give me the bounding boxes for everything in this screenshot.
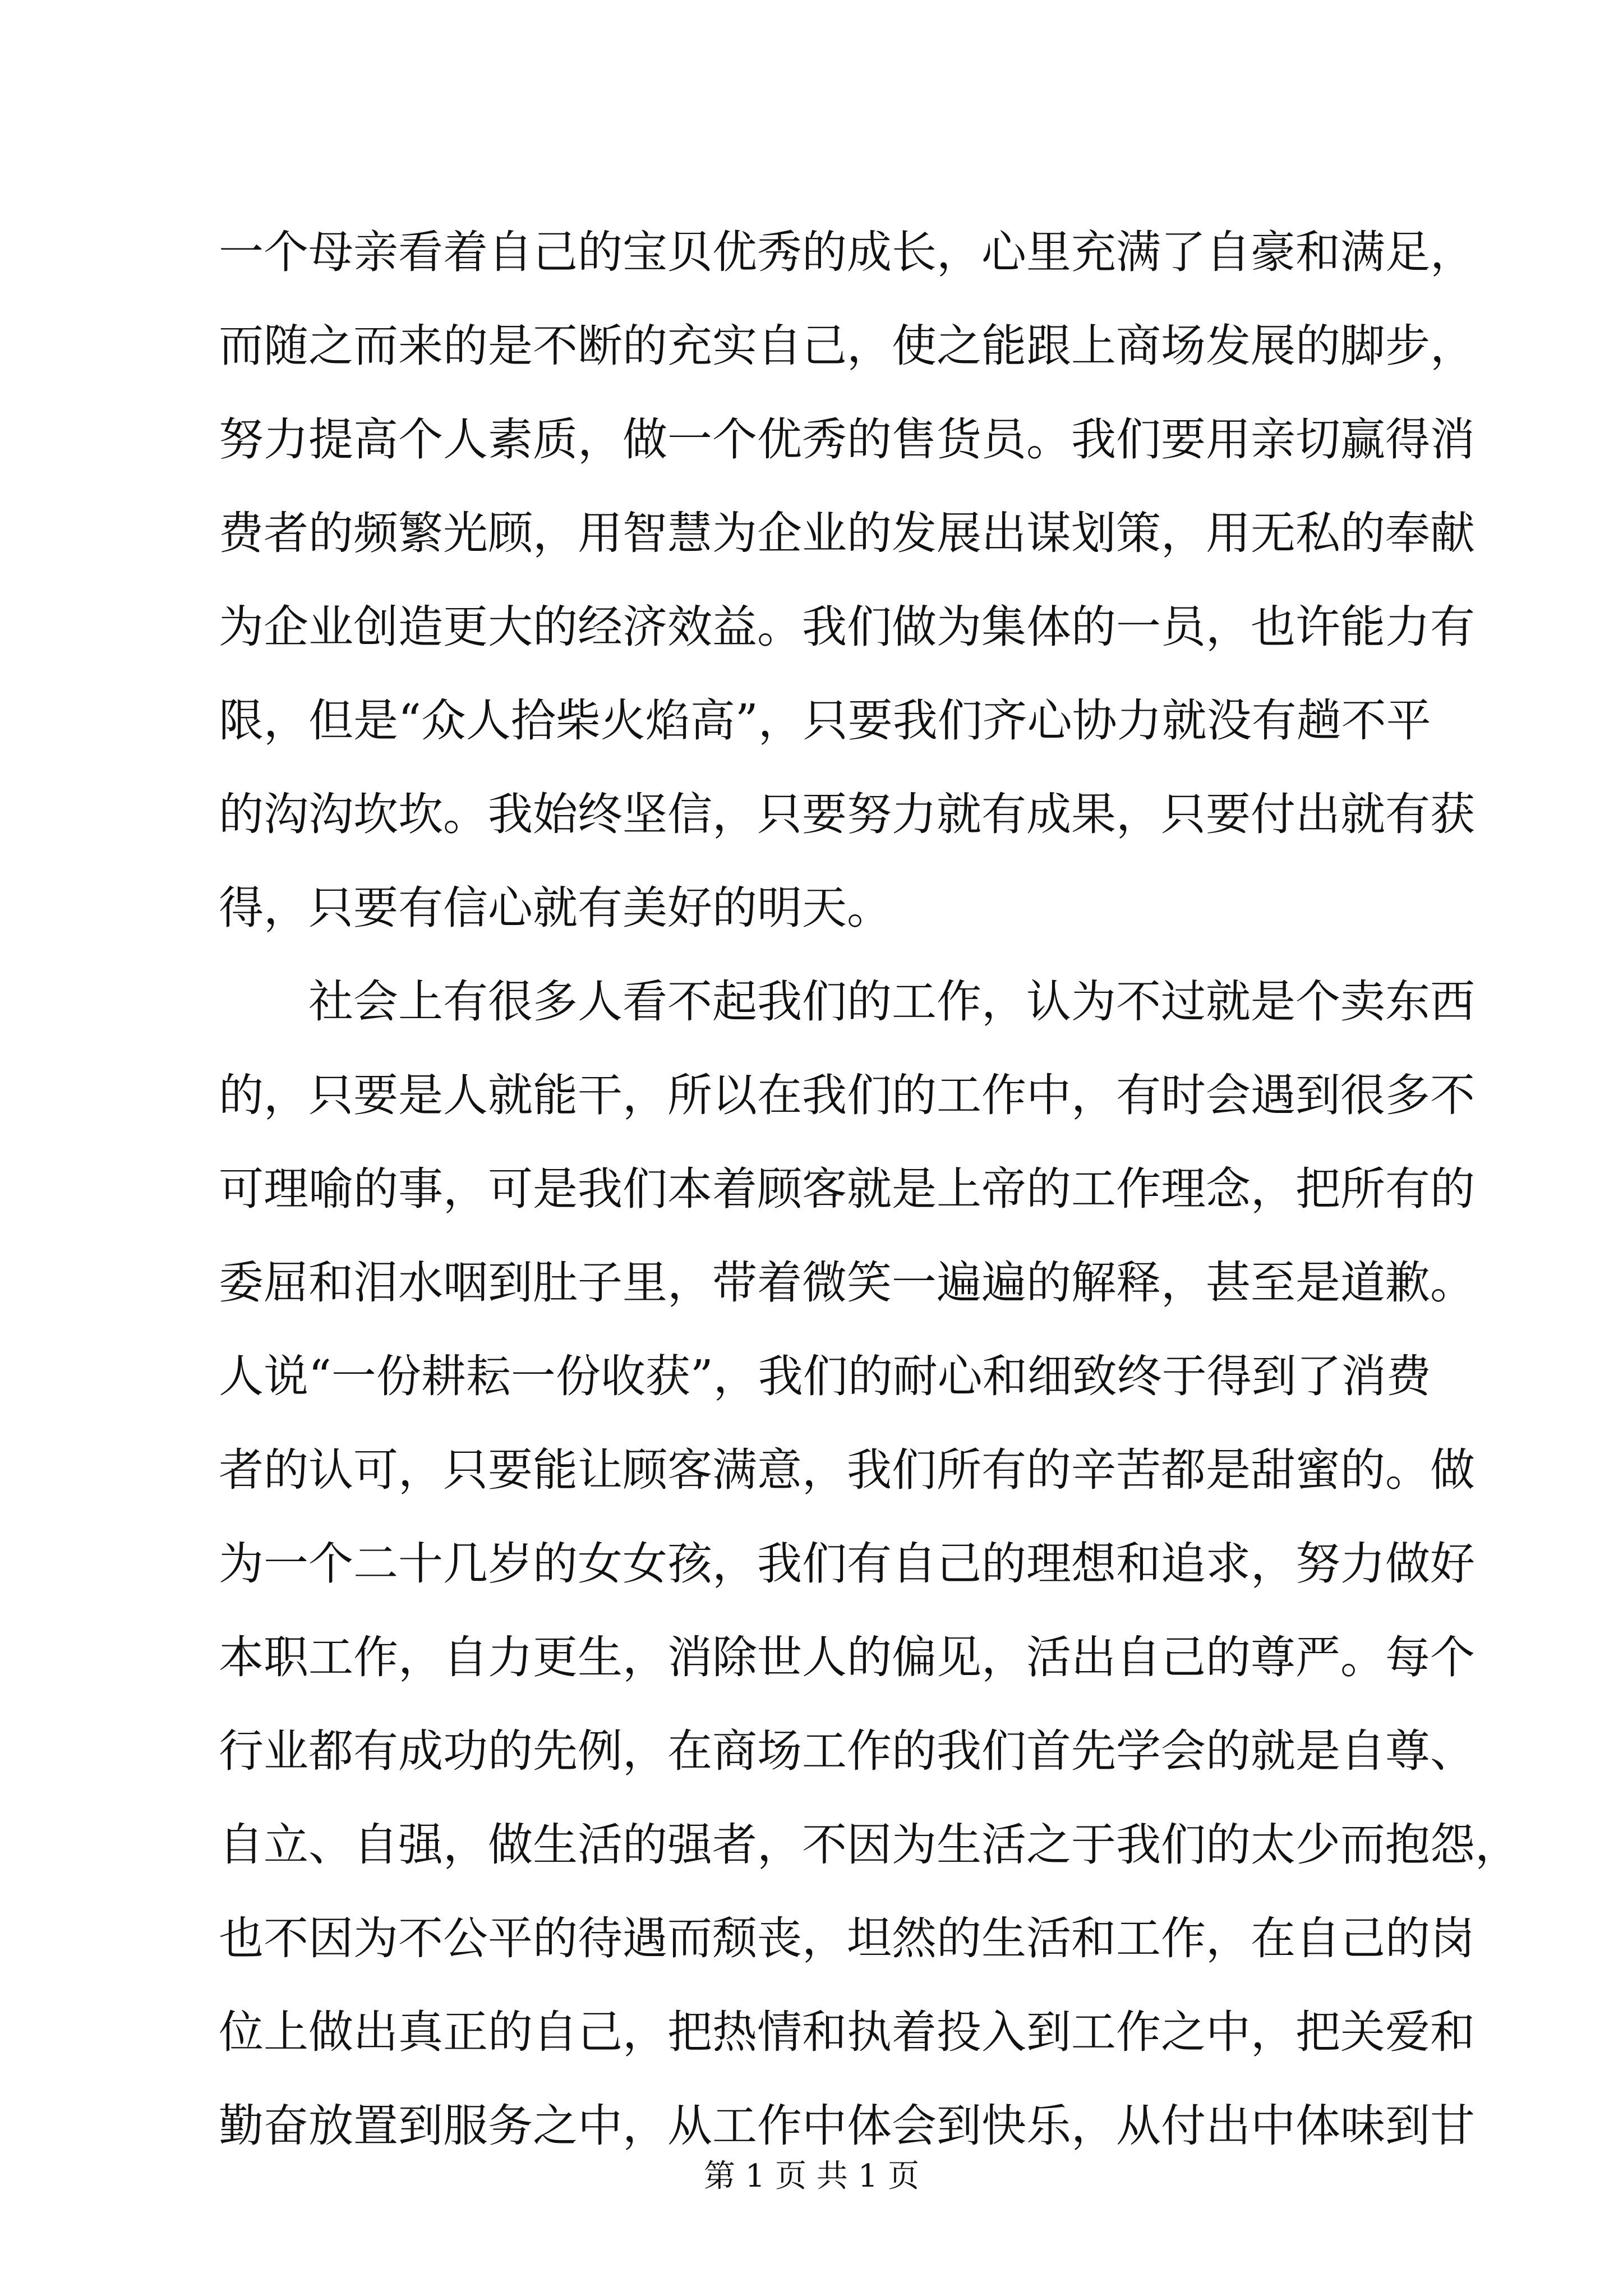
text-line: 可理喻的事，可是我们本着顾客就是上帝的工作理念，把所有的 <box>219 1163 1475 1215</box>
text-line: 为企业创造更大的经济效益。我们做为集体的一员，也许能力有 <box>219 601 1475 653</box>
text-line: 为一个二十几岁的女女孩，我们有自己的理想和追求，努力做好 <box>219 1538 1475 1590</box>
text-line: 限，但是“众人拾柴火焰高”，只要我们齐心协力就没有趟不平 <box>219 694 1431 747</box>
text-line: 位上做出真正的自己，把热情和执着投入到工作之中，把关爱和 <box>219 2006 1475 2058</box>
text-line: 努力提高个人素质，做一个优秀的售货员。我们要用亲切赢得消 <box>219 413 1475 466</box>
text-line: 委屈和泪水咽到肚子里，带着微笑一遍遍的解释，甚至是道歉。 <box>219 1257 1475 1309</box>
text-line: 费者的频繁光顾，用智慧为企业的发展出谋划策，用无私的奉献 <box>219 507 1475 559</box>
text-line: 者的认可，只要能让顾客满意，我们所有的辛苦都是甜蜜的。做 <box>219 1444 1475 1496</box>
text-line: 社会上有很多人看不起我们的工作，认为不过就是个卖东西 <box>308 976 1475 1028</box>
page-number: 第 1 页 共 1 页 <box>703 2158 920 2194</box>
text-line: 本职工作，自力更生，消除世人的偏见，活出自己的尊严。每个 <box>219 1631 1475 1683</box>
text-line: 的沟沟坎坎。我始终坚信，只要努力就有成果，只要付出就有获 <box>219 788 1475 840</box>
text-line: 也不因为不公平的待遇而颓丧，坦然的生活和工作，在自己的岗 <box>219 1912 1475 1964</box>
text-line: 的，只要是人就能干，所以在我们的工作中，有时会遇到很多不 <box>219 1069 1475 1121</box>
text-line: 一个母亲看着自己的宝贝优秀的成长，心里充满了自豪和满足， <box>219 226 1475 278</box>
text-line: 得，只要有信心就有美好的明天。 <box>219 882 892 934</box>
text-line: 自立、自强，做生活的强者，不因为生活之于我们的太少而抱怨， <box>219 1819 1520 1871</box>
text-line: 人说“一份耕耘一份收获”，我们的耐心和细致终于得到了消费 <box>219 1350 1431 1402</box>
text-line: 行业都有成功的先例，在商场工作的我们首先学会的就是自尊、 <box>219 1725 1475 1777</box>
page-footer <box>0 2154 1623 2199</box>
text-line: 而随之而来的是不断的充实自己，使之能跟上商场发展的脚步， <box>219 320 1475 372</box>
text-line: 勤奋放置到服务之中，从工作中体会到快乐，从付出中体味到甘 <box>219 2100 1475 2152</box>
